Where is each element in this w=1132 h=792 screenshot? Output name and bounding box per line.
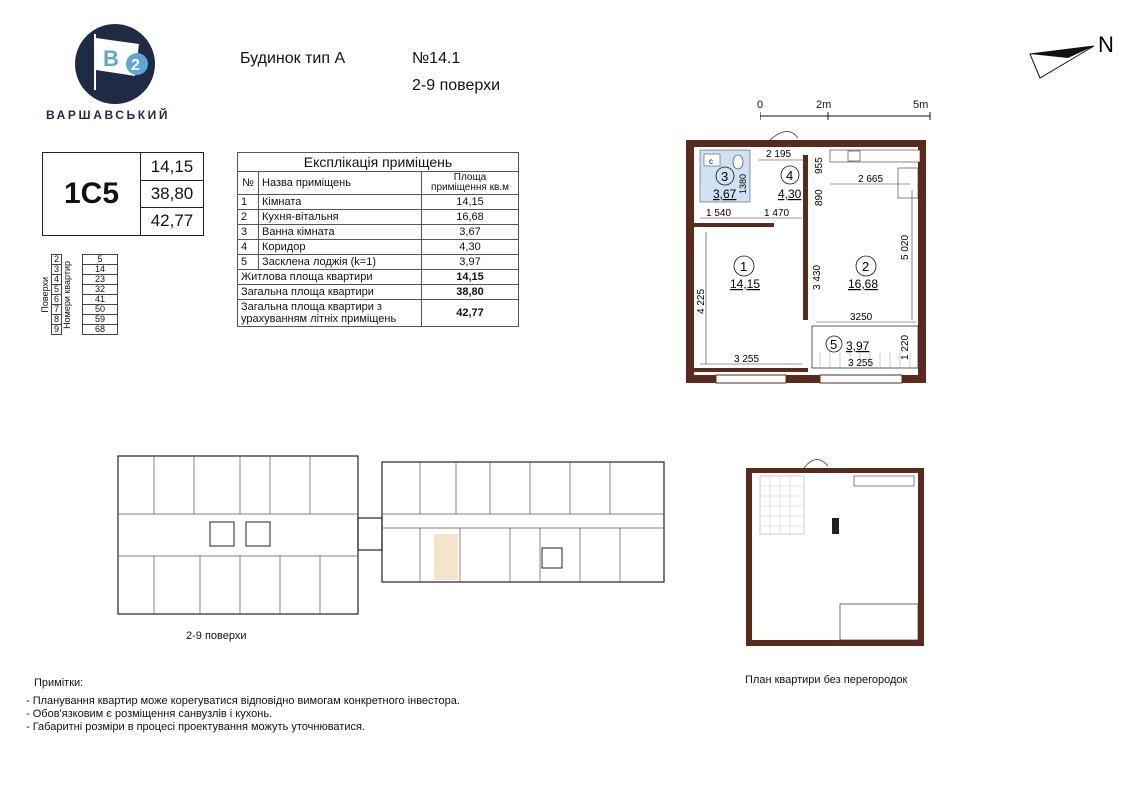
row-name: Коридор [259,240,422,255]
room-area: 16,68 [848,277,879,291]
house-type: Будинок тип А [240,50,346,67]
row-no: 3 [238,225,259,240]
plan-dim: 2 195 [766,149,792,160]
total-value: 38,80 [422,285,519,300]
open-plan-caption: План квартири без перегородок [745,674,908,686]
floor-cell: 3 [52,265,62,275]
row-area: 3,67 [422,225,519,240]
row-name: Кімната [259,195,422,210]
floor-cell: 4 [52,275,62,285]
row-name: Ванна кімната [259,225,422,240]
room-area: 14,15 [730,277,761,291]
scale-end: 5m [913,99,929,111]
summer-label: Загальна площа квартири з урахуванням літніх приміщень [238,300,422,327]
plan-dim: 890 [814,189,825,206]
apartment-plan [680,120,932,388]
plan-dim: с [709,157,713,166]
room-number: 2 [862,259,870,274]
logo-name: ВАРШАВСЬКИЙ [46,108,171,122]
room-area: 3,97 [846,339,870,353]
plan-dim: 5 020 [900,234,911,260]
apt-cell: 5 [83,255,118,265]
plan-dim: 2 665 [858,174,884,185]
logo-letter: B [103,46,119,71]
living-area-value: 14,15 [141,153,203,181]
note-item: - Планування квартир може корегуватися відповідно вимогам конкретного інвестора. [26,695,460,707]
scale-bar [760,112,932,120]
plan-dim: 955 [814,157,825,174]
total-area-value: 38,80 [141,180,203,208]
floors-label: Поверхи [40,276,50,313]
living-value: 14,15 [422,270,519,285]
flag-icon [75,24,155,104]
plan-dim: 1 540 [706,208,732,219]
apartment-code: 1С5 [43,153,141,235]
floor-cell: 9 [52,325,62,335]
row-area: 14,15 [422,195,519,210]
floor-cell: 8 [52,315,62,325]
plan-dim: 1380 [738,173,748,194]
living-label: Житлова площа квартири [238,270,422,285]
building-floor-plan [110,452,666,628]
col-name: Назва приміщень [259,172,422,195]
room-number: 3 [721,169,729,184]
summer-value: 42,77 [422,300,519,327]
plan-dim: 3250 [850,312,873,323]
note-item: - Габаритні розміри в процесі проектування можуть уточнюватися. [26,721,365,733]
room-area: 3,67 [713,187,737,201]
floor-cell: 5 [52,285,62,295]
apartment-code-box [42,152,204,236]
room-number: 4 [786,168,794,183]
summer-area-value: 42,77 [150,210,194,230]
plan-dim: 3 430 [812,264,823,290]
north-label: N [1098,32,1114,57]
apt-cell: 41 [83,295,118,305]
explication-table [237,152,519,327]
scale-mid: 2m [816,99,832,111]
plan-dim: 1 470 [764,208,790,219]
apt-cell: 68 [83,325,118,335]
north-arrow-icon [1028,28,1128,84]
room-number: 1 [740,259,748,274]
row-no: 2 [238,210,259,225]
row-no: 4 [238,240,259,255]
plan-dim: 3 255 [734,354,760,365]
logo-emblem [75,24,155,104]
row-no: 5 [238,255,259,270]
house-number: №14.1 [412,50,461,67]
total-label: Загальна площа квартири [238,285,422,300]
floor-cell: 7 [52,305,62,315]
plan-dim: 1 220 [900,334,911,360]
notes-title: Примітки: [34,677,84,689]
apt-numbers-label: Номери квартир [62,260,73,329]
row-name: Засклена лоджія (k=1) [259,255,422,270]
explication-title: Експлікація приміщень [238,153,519,172]
floor-cell: 2 [52,255,62,265]
apt-cell: 14 [83,265,118,275]
floorplan-caption: 2-9 поверхи [186,630,247,642]
row-no: 1 [238,195,259,210]
notes [26,677,460,734]
row-area: 16,68 [422,210,519,225]
room-area: 4,30 [778,187,802,201]
col-no: № [238,172,259,195]
room-number: 5 [830,337,838,352]
floors-range: 2-9 поверхи [412,77,501,94]
row-name: Кухня-вітальня [259,210,422,225]
apt-cell: 59 [83,315,118,325]
plan-dim: 4 225 [696,288,707,314]
open-plan [744,456,926,648]
row-area: 4,30 [422,240,519,255]
plan-dim: 3 255 [848,358,874,369]
row-area: 3,97 [422,255,519,270]
floors-table [40,254,118,335]
scale-zero: 0 [757,99,764,111]
note-item: - Обов'язковим є розміщення санвузлів і кухонь. [26,708,273,720]
apt-cell: 23 [83,275,118,285]
logo-digit: 2 [131,57,140,74]
apt-cell: 50 [83,305,118,315]
apt-cell: 32 [83,285,118,295]
col-area: Площа приміщення кв.м [422,172,519,195]
floor-cell: 6 [52,295,62,305]
